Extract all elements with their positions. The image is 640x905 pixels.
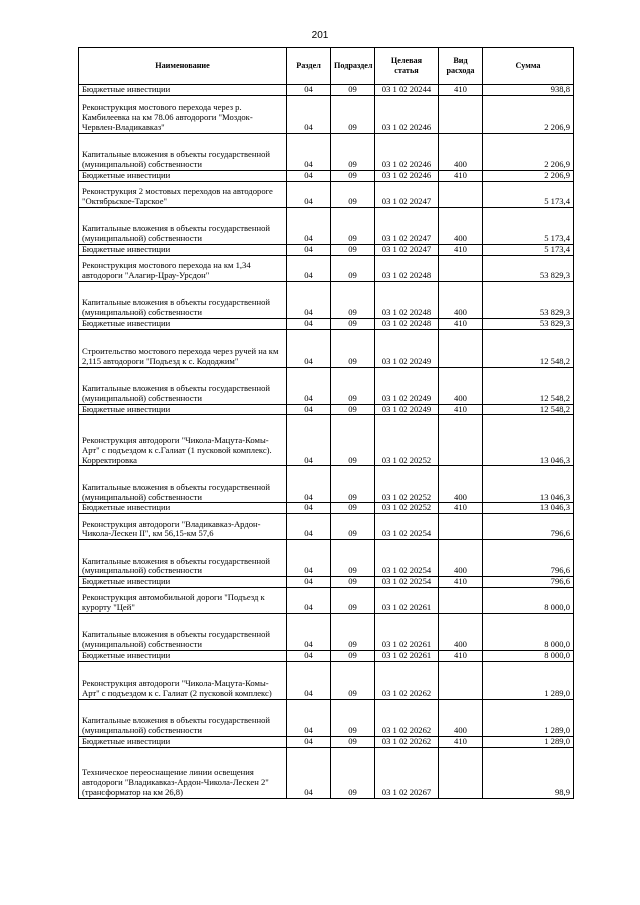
table-row xyxy=(79,404,574,415)
table-row xyxy=(79,466,574,503)
table-row xyxy=(79,133,574,170)
cell-section: 04 xyxy=(287,651,331,662)
cell-target-item: 03 1 02 20249 xyxy=(375,329,439,367)
cell-section: 04 xyxy=(287,404,331,415)
cell-target-item: 03 1 02 20246 xyxy=(375,170,439,181)
cell-target-item: 03 1 02 20252 xyxy=(375,503,439,514)
cell-name: Бюджетные инвестиции xyxy=(79,651,287,662)
cell-name: Бюджетные инвестиции xyxy=(79,318,287,329)
cell-expense-type xyxy=(439,514,483,540)
cell-section: 04 xyxy=(287,181,331,207)
cell-expense-type: 410 xyxy=(439,577,483,588)
cell-expense-type: 410 xyxy=(439,170,483,181)
cell-expense-type xyxy=(439,747,483,798)
cell-subsection: 09 xyxy=(331,514,375,540)
cell-amount: 8 000,0 xyxy=(483,588,574,614)
table-row xyxy=(79,577,574,588)
cell-expense-type: 410 xyxy=(439,85,483,96)
cell-section: 04 xyxy=(287,133,331,170)
cell-section: 04 xyxy=(287,318,331,329)
cell-expense-type: 410 xyxy=(439,737,483,748)
cell-amount: 2 206,9 xyxy=(483,133,574,170)
cell-name: Реконструкция автомобильной дороги "Подъезд к курорту "Цей" xyxy=(79,588,287,614)
cell-target-item: 03 1 02 20261 xyxy=(375,651,439,662)
cell-amount: 1 289,0 xyxy=(483,737,574,748)
cell-subsection: 09 xyxy=(331,170,375,181)
cell-section: 04 xyxy=(287,503,331,514)
cell-section: 04 xyxy=(287,415,331,466)
cell-expense-type: 410 xyxy=(439,404,483,415)
cell-section: 04 xyxy=(287,466,331,503)
cell-expense-type: 410 xyxy=(439,503,483,514)
cell-amount: 12 548,2 xyxy=(483,404,574,415)
cell-section: 04 xyxy=(287,244,331,255)
cell-target-item: 03 1 02 20248 xyxy=(375,281,439,318)
cell-amount: 53 829,3 xyxy=(483,281,574,318)
cell-name: Реконструкция автодороги "Владикавказ-Ардон-Чикола-Лескен II", км 56,15-км 57,6 xyxy=(79,514,287,540)
cell-subsection: 09 xyxy=(331,281,375,318)
cell-target-item: 03 1 02 20254 xyxy=(375,514,439,540)
table-row xyxy=(79,662,574,700)
cell-amount: 5 173,4 xyxy=(483,181,574,207)
cell-name: Бюджетные инвестиции xyxy=(79,503,287,514)
page-number: 201 xyxy=(311,30,329,41)
cell-target-item: 03 1 02 20267 xyxy=(375,747,439,798)
cell-section: 04 xyxy=(287,367,331,404)
cell-expense-type xyxy=(439,95,483,133)
cell-section: 04 xyxy=(287,588,331,614)
table-header-row xyxy=(79,48,574,85)
cell-section: 04 xyxy=(287,281,331,318)
table-row xyxy=(79,170,574,181)
cell-subsection: 09 xyxy=(331,614,375,651)
cell-subsection: 09 xyxy=(331,367,375,404)
cell-amount: 53 829,3 xyxy=(483,255,574,281)
cell-amount: 12 548,2 xyxy=(483,367,574,404)
cell-name: Бюджетные инвестиции xyxy=(79,737,287,748)
table-row xyxy=(79,737,574,748)
cell-subsection: 09 xyxy=(331,747,375,798)
cell-name: Реконструкция 2 мостовых переходов на автодороге "Октябрьское-Тарское" xyxy=(79,181,287,207)
cell-section: 04 xyxy=(287,614,331,651)
cell-section: 04 xyxy=(287,747,331,798)
cell-subsection: 09 xyxy=(331,662,375,700)
cell-name: Бюджетные инвестиции xyxy=(79,244,287,255)
cell-expense-type: 410 xyxy=(439,651,483,662)
cell-name: Бюджетные инвестиции xyxy=(79,85,287,96)
cell-amount: 796,6 xyxy=(483,514,574,540)
cell-subsection: 09 xyxy=(331,244,375,255)
cell-target-item: 03 1 02 20262 xyxy=(375,662,439,700)
table-row xyxy=(79,367,574,404)
cell-section: 04 xyxy=(287,170,331,181)
table-row xyxy=(79,255,574,281)
cell-section: 04 xyxy=(287,540,331,577)
cell-name: Капитальные вложения в объекты государственной (муниципальной) собственности xyxy=(79,700,287,737)
cell-name: Реконструкция мостового перехода на км 1,34 автодороги "Алагир-Црау-Урсдон" xyxy=(79,255,287,281)
cell-expense-type: 400 xyxy=(439,281,483,318)
cell-target-item: 03 1 02 20261 xyxy=(375,614,439,651)
cell-expense-type xyxy=(439,662,483,700)
cell-amount: 12 548,2 xyxy=(483,329,574,367)
cell-amount: 13 046,3 xyxy=(483,503,574,514)
header-target-item: Целевая статья xyxy=(375,48,439,85)
cell-expense-type xyxy=(439,588,483,614)
cell-section: 04 xyxy=(287,255,331,281)
cell-section: 04 xyxy=(287,514,331,540)
cell-name: Строительство мостового перехода через ручей на км 2,115 автодороги "Подъезд к с. Кододжим" xyxy=(79,329,287,367)
cell-subsection: 09 xyxy=(331,415,375,466)
table-row xyxy=(79,747,574,798)
cell-name: Техническое переоснащение линии освещения автодороги "Владикавказ-Ардон-Чикола-Лескен 2" (трансформатор на км 26,8) xyxy=(79,747,287,798)
cell-target-item: 03 1 02 20249 xyxy=(375,404,439,415)
cell-amount: 13 046,3 xyxy=(483,415,574,466)
cell-name: Бюджетные инвестиции xyxy=(79,577,287,588)
table-row xyxy=(79,503,574,514)
cell-subsection: 09 xyxy=(331,540,375,577)
cell-amount: 796,6 xyxy=(483,577,574,588)
cell-amount: 1 289,0 xyxy=(483,662,574,700)
cell-target-item: 03 1 02 20246 xyxy=(375,95,439,133)
cell-section: 04 xyxy=(287,700,331,737)
cell-subsection: 09 xyxy=(331,255,375,281)
cell-expense-type xyxy=(439,181,483,207)
cell-subsection: 09 xyxy=(331,737,375,748)
cell-amount: 2 206,9 xyxy=(483,95,574,133)
table-row xyxy=(79,181,574,207)
cell-amount: 13 046,3 xyxy=(483,466,574,503)
cell-section: 04 xyxy=(287,329,331,367)
cell-name: Капитальные вложения в объекты государственной (муниципальной) собственности xyxy=(79,133,287,170)
cell-subsection: 09 xyxy=(331,577,375,588)
cell-subsection: 09 xyxy=(331,329,375,367)
header-section: Раздел xyxy=(287,48,331,85)
cell-amount: 938,8 xyxy=(483,85,574,96)
cell-name: Капитальные вложения в объекты государственной (муниципальной) собственности xyxy=(79,614,287,651)
cell-expense-type: 400 xyxy=(439,466,483,503)
header-name: Наименование xyxy=(79,48,287,85)
header-expense-type: Вид расхода xyxy=(439,48,483,85)
cell-name: Капитальные вложения в объекты государственной (муниципальной) собственности xyxy=(79,281,287,318)
cell-target-item: 03 1 02 20262 xyxy=(375,700,439,737)
budget-table xyxy=(78,47,574,799)
cell-section: 04 xyxy=(287,85,331,96)
cell-subsection: 09 xyxy=(331,700,375,737)
cell-amount: 2 206,9 xyxy=(483,170,574,181)
cell-section: 04 xyxy=(287,737,331,748)
cell-subsection: 09 xyxy=(331,404,375,415)
table-row xyxy=(79,95,574,133)
table-body xyxy=(79,85,574,799)
cell-subsection: 09 xyxy=(331,318,375,329)
cell-name: Реконструкция автодороги "Чикола-Мацута-Комы-Арт" с подъездом к с.Галиат (1 пусковой комплекс). Корректировка xyxy=(79,415,287,466)
cell-target-item: 03 1 02 20252 xyxy=(375,466,439,503)
cell-target-item: 03 1 02 20261 xyxy=(375,588,439,614)
table-row xyxy=(79,700,574,737)
cell-target-item: 03 1 02 20248 xyxy=(375,318,439,329)
cell-section: 04 xyxy=(287,662,331,700)
table-row xyxy=(79,207,574,244)
cell-expense-type xyxy=(439,415,483,466)
table-row xyxy=(79,329,574,367)
cell-subsection: 09 xyxy=(331,466,375,503)
cell-target-item: 03 1 02 20249 xyxy=(375,367,439,404)
cell-amount: 8 000,0 xyxy=(483,651,574,662)
cell-expense-type xyxy=(439,329,483,367)
cell-target-item: 03 1 02 20252 xyxy=(375,415,439,466)
cell-target-item: 03 1 02 20247 xyxy=(375,207,439,244)
cell-name: Реконструкция мостового перехода через р. Камбилеевка на км 78.06 автодороги "Моздок-Червлен-Владикавказ" xyxy=(79,95,287,133)
cell-expense-type: 400 xyxy=(439,133,483,170)
cell-section: 04 xyxy=(287,577,331,588)
cell-subsection: 09 xyxy=(331,85,375,96)
cell-target-item: 03 1 02 20262 xyxy=(375,737,439,748)
cell-expense-type: 400 xyxy=(439,700,483,737)
cell-section: 04 xyxy=(287,95,331,133)
cell-subsection: 09 xyxy=(331,651,375,662)
cell-subsection: 09 xyxy=(331,95,375,133)
cell-amount: 5 173,4 xyxy=(483,207,574,244)
cell-name: Реконструкция автодороги "Чикола-Мацута-Комы-Арт" с подъездом к с. Галиат (2 пусковой комплекс) xyxy=(79,662,287,700)
table-row xyxy=(79,514,574,540)
cell-subsection: 09 xyxy=(331,588,375,614)
cell-name: Капитальные вложения в объекты государственной (муниципальной) собственности xyxy=(79,207,287,244)
cell-expense-type: 400 xyxy=(439,614,483,651)
table-row xyxy=(79,415,574,466)
cell-amount: 796,6 xyxy=(483,540,574,577)
cell-name: Капитальные вложения в объекты государственной (муниципальной) собственности xyxy=(79,540,287,577)
cell-subsection: 09 xyxy=(331,181,375,207)
table-row xyxy=(79,651,574,662)
cell-expense-type: 400 xyxy=(439,207,483,244)
cell-expense-type: 410 xyxy=(439,244,483,255)
cell-amount: 5 173,4 xyxy=(483,244,574,255)
cell-amount: 98,9 xyxy=(483,747,574,798)
header-amount: Сумма xyxy=(483,48,574,85)
cell-subsection: 09 xyxy=(331,503,375,514)
cell-subsection: 09 xyxy=(331,207,375,244)
cell-target-item: 03 1 02 20254 xyxy=(375,577,439,588)
table-row xyxy=(79,281,574,318)
cell-target-item: 03 1 02 20244 xyxy=(375,85,439,96)
cell-amount: 1 289,0 xyxy=(483,700,574,737)
cell-target-item: 03 1 02 20254 xyxy=(375,540,439,577)
cell-target-item: 03 1 02 20246 xyxy=(375,133,439,170)
cell-section: 04 xyxy=(287,207,331,244)
table-row xyxy=(79,540,574,577)
cell-target-item: 03 1 02 20247 xyxy=(375,244,439,255)
cell-target-item: 03 1 02 20248 xyxy=(375,255,439,281)
table-row xyxy=(79,318,574,329)
table-row xyxy=(79,244,574,255)
cell-target-item: 03 1 02 20247 xyxy=(375,181,439,207)
cell-subsection: 09 xyxy=(331,133,375,170)
cell-name: Капитальные вложения в объекты государственной (муниципальной) собственности xyxy=(79,466,287,503)
cell-name: Бюджетные инвестиции xyxy=(79,404,287,415)
cell-expense-type: 400 xyxy=(439,367,483,404)
table-row xyxy=(79,614,574,651)
header-subsection: Подраздел xyxy=(331,48,375,85)
table-row xyxy=(79,85,574,96)
cell-name: Капитальные вложения в объекты государственной (муниципальной) собственности xyxy=(79,367,287,404)
cell-amount: 8 000,0 xyxy=(483,614,574,651)
cell-name: Бюджетные инвестиции xyxy=(79,170,287,181)
cell-expense-type: 400 xyxy=(439,540,483,577)
table-row xyxy=(79,588,574,614)
cell-amount: 53 829,3 xyxy=(483,318,574,329)
cell-expense-type: 410 xyxy=(439,318,483,329)
cell-expense-type xyxy=(439,255,483,281)
